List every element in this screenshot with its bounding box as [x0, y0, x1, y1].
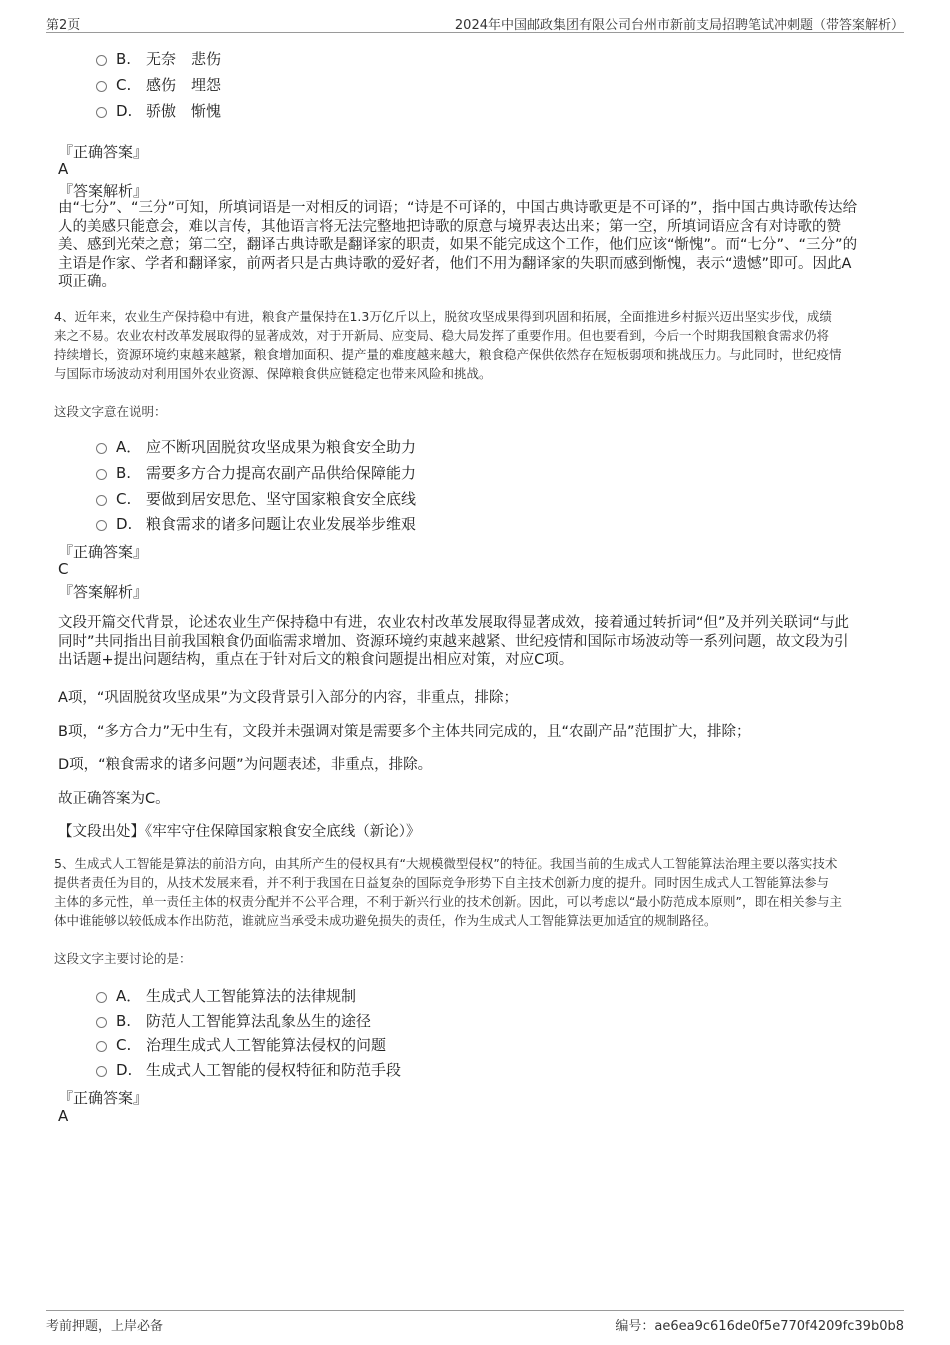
- option-letter: C.: [116, 1036, 132, 1054]
- passage-line: 4、近年来，农业生产保持稳中有进，粮食产量保持在1.3万亿斤以上，脱贫攻坚成果得到巩固和拓展，全面推进乡村振兴迈出坚实步伐，成绩: [54, 309, 832, 324]
- analysis-line: 美、感到光荣之意；第二空，翻译古典诗歌是翻译家的职责，如果不能完成这个工作，他们应该“惭愧”。而“七分”、“三分”的: [58, 237, 858, 253]
- page-footer: [46, 1310, 904, 1337]
- option-text: 需要多方合力提高农副产品供给保障能力: [146, 464, 417, 482]
- radio-icon[interactable]: [96, 107, 107, 118]
- q3-analysis-label: 『答案解析』: [58, 182, 149, 200]
- option-text: 要做到居安思危、坚守国家粮食安全底线: [146, 490, 417, 508]
- option-text: 骄傲 惭愧: [146, 102, 222, 120]
- option-letter: C.: [116, 490, 132, 508]
- q4-conclusion: 故正确答案为C。: [58, 791, 170, 807]
- q4-question: 这段文字意在说明：: [54, 404, 167, 419]
- radio-icon[interactable]: [96, 992, 107, 1003]
- passage-line: 5、生成式人工智能是算法的前沿方向，由其所产生的侵权具有“大规模微型侵权”的特征。我国当前的生成式人工智能算法治理主要以落实技术: [54, 856, 838, 871]
- q4-explain-a: A项，“巩固脱贫攻坚成果”为文段背景引入部分的内容，非重点，排除；: [58, 690, 518, 706]
- passage-line: 体中谁能够以较低成本作出防范，谁就应当承受未成功避免损失的责任，作为生成式人工智能算法更加适宜的规制路径。: [54, 913, 717, 928]
- radio-icon[interactable]: [96, 469, 107, 480]
- q4-explain-b: B项，“多方合力”无中生有，文段并未强调对策是需要多个主体共同完成的，且“农副产品”范围扩大，排除；: [58, 724, 751, 740]
- option-text: 生成式人工智能的侵权特征和防范手段: [146, 1061, 402, 1079]
- passage-line: 来之不易。农业农村改革发展取得的显著成效，对于开新局、应变局、稳大局发挥了重要作用。但也要看到，今后一个时期我国粮食需求仍将: [54, 328, 830, 343]
- option-text: 无奈 悲伤: [146, 50, 222, 68]
- q4-option-b[interactable]: [96, 462, 416, 483]
- radio-icon[interactable]: [96, 443, 107, 454]
- analysis-line: 项正确。: [58, 274, 116, 290]
- q3-option-c[interactable]: [96, 74, 221, 95]
- q3-answer-label: 『正确答案』: [58, 143, 149, 161]
- radio-icon[interactable]: [96, 495, 107, 506]
- radio-icon[interactable]: [96, 1041, 107, 1052]
- analysis-line: 同时”共同指出目前我国粮食仍面临需求增加、资源环境约束越来越紧、世纪疫情和国际市场波动等一系列问题，故文段为引: [58, 633, 849, 650]
- document-title: 2024年中国邮政集团有限公司台州市新前支局招聘笔试冲刺题（带答案解析）: [454, 18, 904, 33]
- page-number: 第2页: [46, 18, 81, 33]
- q3-answer: A: [58, 160, 69, 178]
- option-text: 应不断巩固脱贫攻坚成果为粮食安全助力: [146, 438, 417, 456]
- option-letter: B.: [116, 50, 132, 68]
- passage-line: 主体的多元性，单一责任主体的权责分配并不公平合理，不利于新兴行业的技术创新。因此，可以考虑以“最小防范成本原则”，即在相关参与主: [54, 894, 842, 909]
- q5-option-a[interactable]: [96, 985, 356, 1006]
- option-letter: B.: [116, 1012, 132, 1030]
- q3-option-b[interactable]: [96, 48, 221, 69]
- q4-passage: [54, 307, 898, 383]
- option-letter: C.: [116, 76, 132, 94]
- analysis-line: 人的美感只能意会，难以言传，其他语言将无法完整地把诗歌的原意与境界表达出来；第一空，所填词语应含有对诗歌的赞: [58, 218, 841, 235]
- page-header: [46, 12, 904, 33]
- analysis-line: 由“七分”、“三分”可知，所填词语是一对相反的词语；“诗是不可译的，中国古典诗歌更是不可译的”，指中国古典诗歌传达给: [58, 200, 858, 216]
- option-letter: D.: [116, 515, 133, 533]
- q4-analysis-label: 『答案解析』: [58, 583, 149, 601]
- option-text: 感伤 埋怨: [146, 76, 222, 94]
- radio-icon[interactable]: [96, 520, 107, 531]
- passage-line: 持续增长，资源环境约束越来越紧，粮食增加面积、提产量的难度越来越大，粮食稳产保供依然存在短板弱项和挑战压力。与此同时，世纪疫情: [54, 347, 842, 362]
- q5-option-c[interactable]: [96, 1034, 386, 1055]
- option-text: 治理生成式人工智能算法侵权的问题: [146, 1036, 387, 1054]
- q4-option-d[interactable]: [96, 513, 416, 534]
- option-text: 生成式人工智能算法的法律规制: [146, 987, 357, 1005]
- q5-option-d[interactable]: [96, 1059, 401, 1080]
- q4-option-c[interactable]: [96, 488, 416, 509]
- footer-slogan: 考前押题，上岸必备: [46, 1319, 164, 1334]
- option-text: 粮食需求的诸多问题让农业发展举步维艰: [146, 515, 417, 533]
- q5-answer: A: [58, 1107, 69, 1125]
- q4-answer: C: [58, 560, 69, 578]
- q4-source: 【文段出处】《牢牢守住保障国家粮食安全底线（新论）》: [58, 824, 421, 840]
- option-letter: D.: [116, 1061, 133, 1079]
- option-letter: D.: [116, 102, 133, 120]
- option-letter: A．: [116, 987, 142, 1005]
- q5-passage: [54, 854, 898, 930]
- option-text: 防范人工智能算法乱象丛生的途径: [146, 1012, 372, 1030]
- radio-icon[interactable]: [96, 55, 107, 66]
- analysis-line: 出话题+提出问题结构，重点在于针对后文的粮食问题提出相应对策，对应C项。: [58, 652, 574, 668]
- q5-question: 这段文字主要讨论的是：: [54, 951, 192, 966]
- q3-option-d[interactable]: [96, 100, 221, 121]
- q4-option-a[interactable]: [96, 436, 416, 457]
- analysis-line: 主语是作家、学者和翻译家，前两者只是古典诗歌的爱好者，他们不用为翻译家的失职而感到惭愧，表示“遗憾”即可。因此A: [58, 255, 852, 272]
- option-letter: B.: [116, 464, 132, 482]
- option-letter: A．: [116, 438, 142, 456]
- q4-answer-label: 『正确答案』: [58, 543, 149, 561]
- q4-analysis: [58, 614, 890, 670]
- radio-icon[interactable]: [96, 1066, 107, 1077]
- passage-line: 提供者责任为目的，从技术发展来看，并不利于我国在日益复杂的国际竞争形势下自主技术创新力度的提升。同时因生成式人工智能算法参与: [54, 875, 830, 890]
- q3-analysis: [58, 199, 890, 292]
- q5-option-b[interactable]: [96, 1010, 371, 1031]
- passage-line: 与国际市场波动对利用国外农业资源、保障粮食供应链稳定也带来风险和挑战。: [54, 366, 492, 381]
- document-id: 编号：ae6ea9c616de0f5e770f4209fc39b0b8: [615, 1319, 904, 1334]
- radio-icon[interactable]: [96, 1017, 107, 1028]
- radio-icon[interactable]: [96, 81, 107, 92]
- q5-answer-label: 『正确答案』: [58, 1089, 149, 1107]
- analysis-line: 文段开篇交代背景，论述农业生产保持稳中有进，农业农村改革发展取得显著成效，接着通过转折词“但”及并列关联词“与此: [58, 615, 850, 631]
- q4-explain-d: D项，“粮食需求的诸多问题”为问题表述，非重点，排除。: [58, 757, 433, 773]
